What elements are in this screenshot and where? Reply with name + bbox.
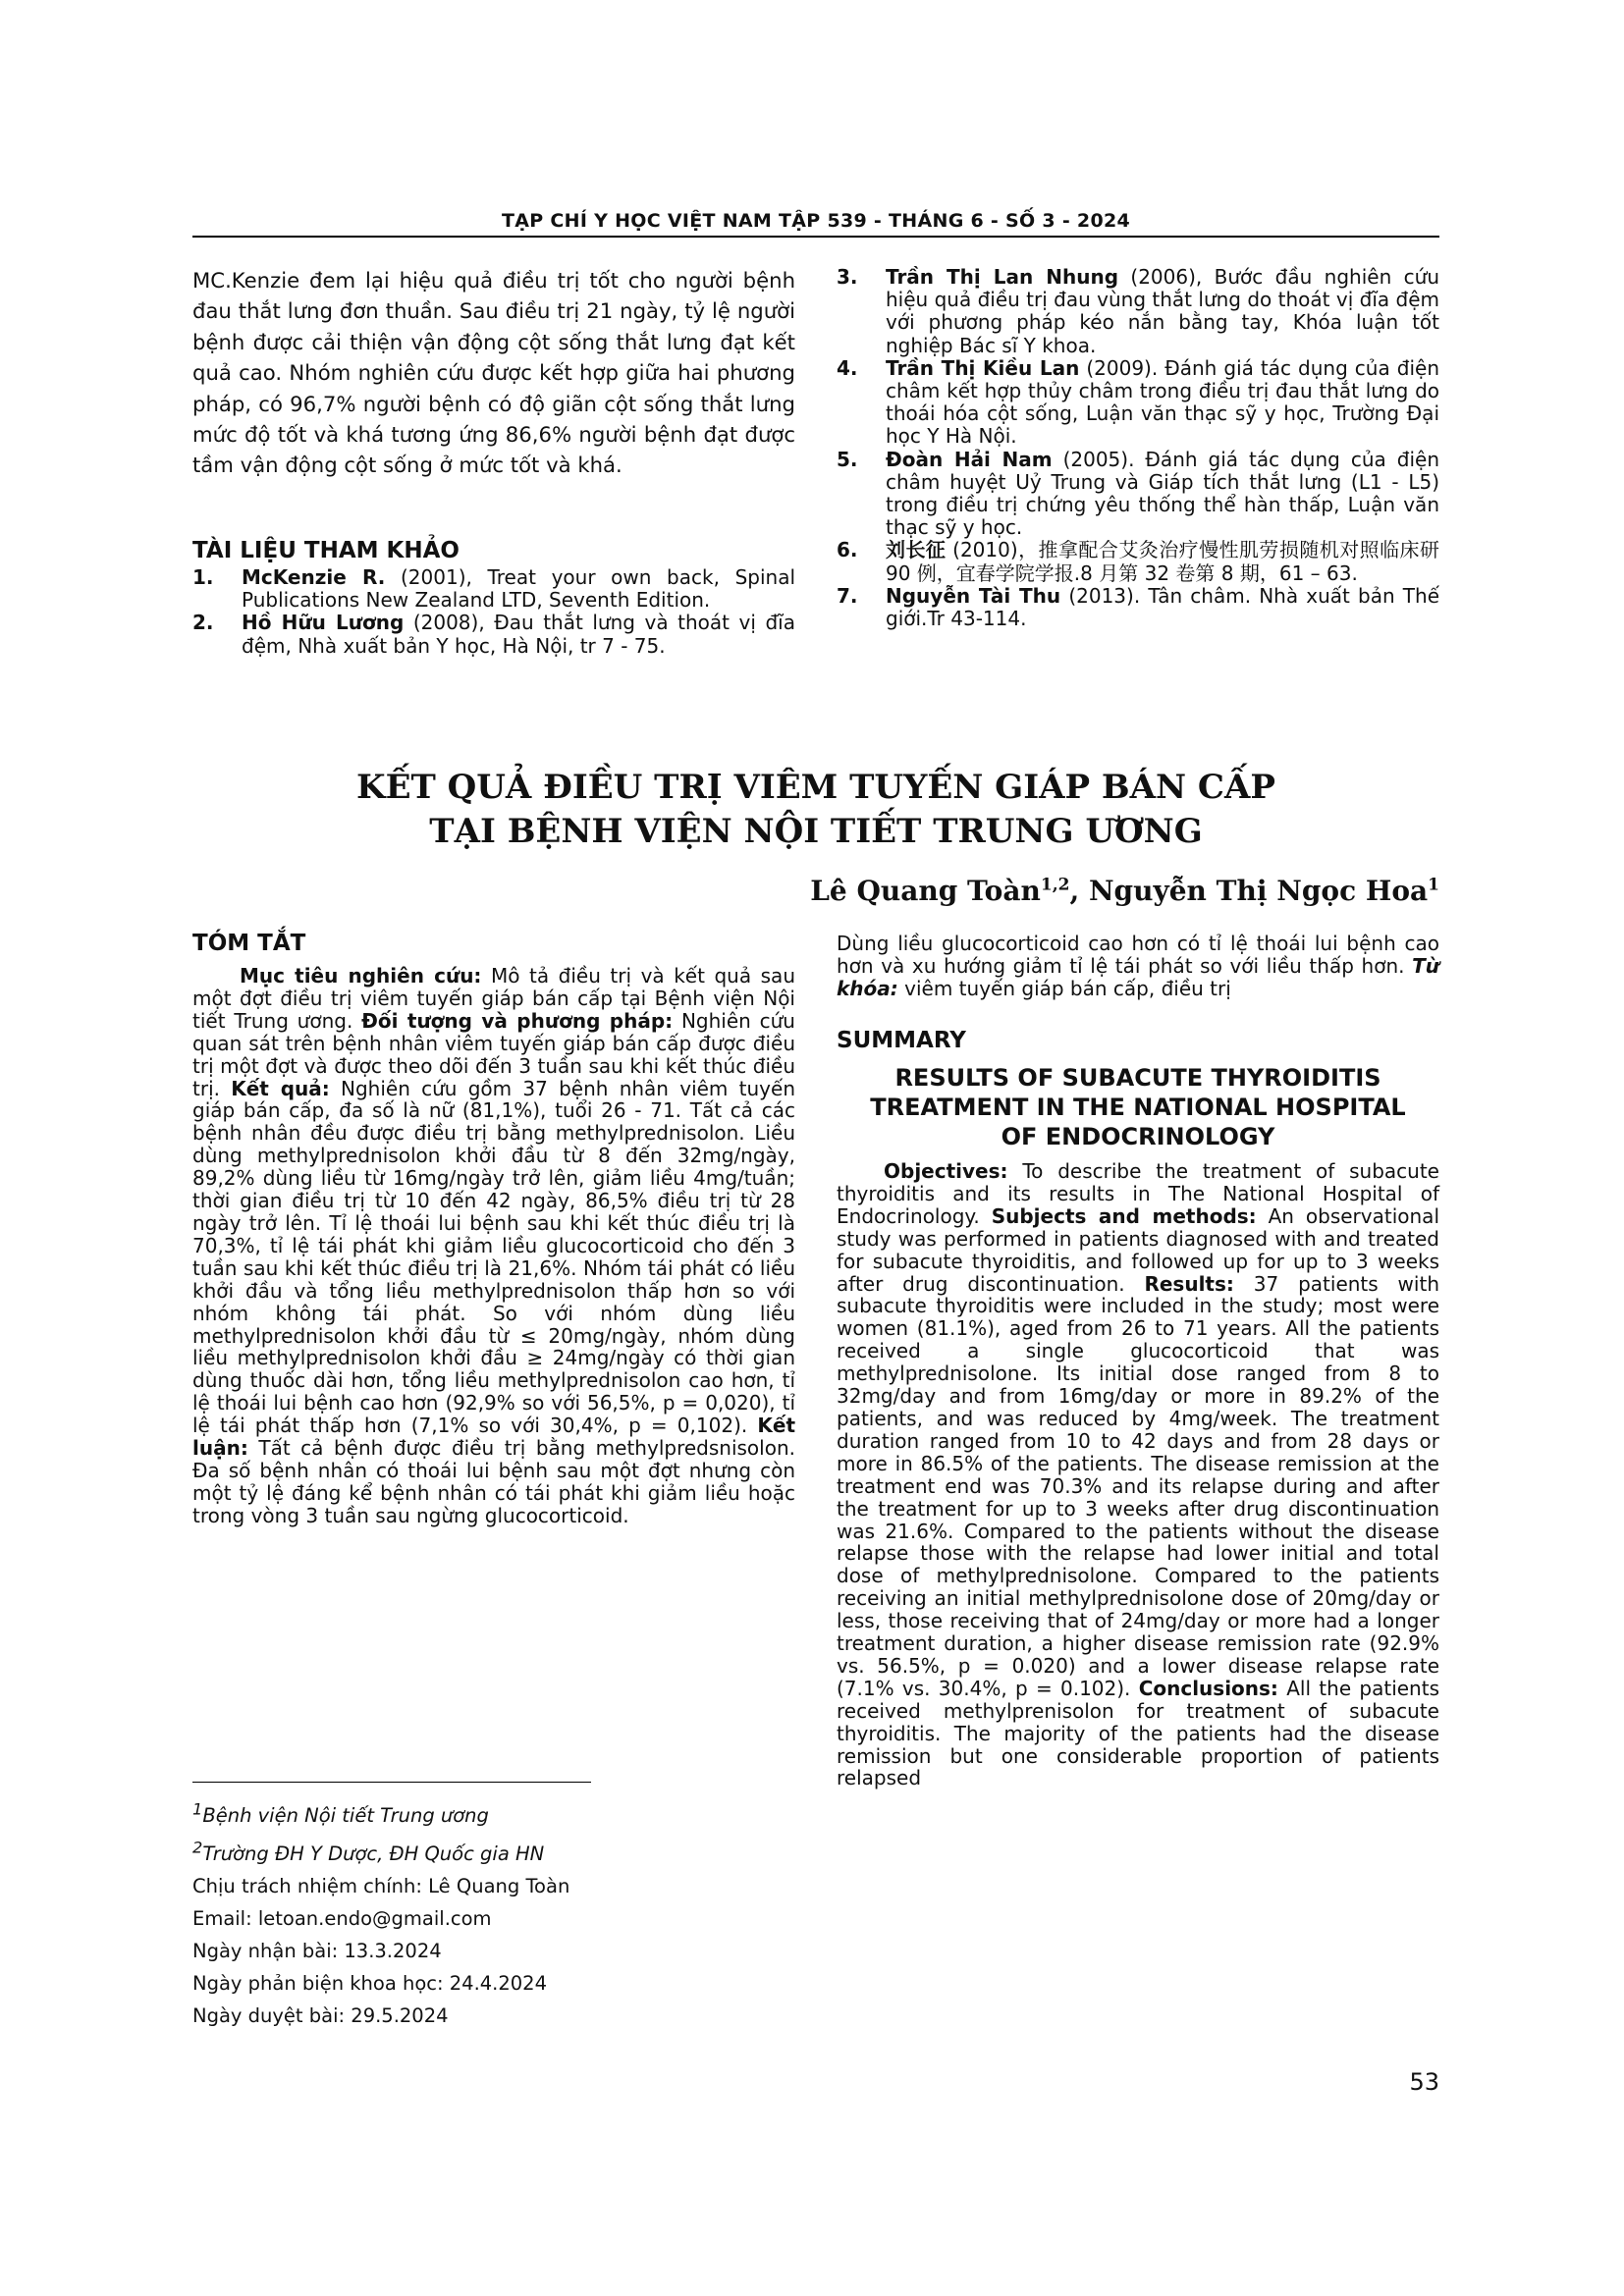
vn-abstract-body [192,965,795,1527]
header-rule [192,236,1439,238]
reference-number: 6. [837,538,858,562]
article-title-line: KẾT QUẢ ĐIỀU TRỊ VIÊM TUYẾN GIÁP BÁN CẤP [356,768,1275,807]
abstract-text: Nghiên cứu quan sát trên bệnh nhân viêm tuyến giáp bán cấp được điều trị một đợt và được theo dõi đến 3 tuần sau khi kết thúc điều trị. [192,1008,795,1100]
author-name: Nguyễn Thị Ngọc Hoa [1088,875,1429,907]
abstract-text: Nghiên cứu gồm 37 bệnh nhân viêm tuyến giáp bán cấp, đa số là nữ (81,1%), tuổi 26 - 71. Tất cả các bệnh nhân đều được điều trị bằng methylprednisolon. Liều dùng methylprednisolon khởi đầu từ 8 đến 32mg/ngày, 89,2% dùng liều từ 16mg/ngày trở lên, giảm liều 4mg/tuần; thời gian điều trị từ 10 đến 42 ngày, 86,5% điều trị từ 28 ngày trở lên. Tỉ lệ thoái lui bệnh sau khi kết thúc điều trị là 70,3%, tỉ lệ tái phát khi giảm liều glucocorticoid cho đến 3 tuần sau khi kết thúc điều trị là 21,6%. Nhóm tái phát có liều khởi đầu và tổng liều methylprednisolon thấp hơn so với nhóm không tái phát. So với nhóm dùng liều methylprednisolon khởi đầu từ ≤ 20mg/ngày, nhóm dùng liều methylprednisolon khởi đầu ≥ 24mg/ngày có thời gian dùng thuốc dài hơn, tổng liều methylprednisolon cao hơn, tỉ lệ thoái lui bệnh cao hơn (92,9% so với 56,5%, p = 0,020), tỉ lệ tái phát thấp hơn (7,1% so với 30,4%, p = 0,102). [192,1076,795,1438]
keywords-label: Từ khóa: [837,953,1439,1000]
en-title [837,1063,1439,1151]
author-affiliation-mark: 1,2 [1040,875,1070,895]
article-title-line: TẠI BỆNH VIỆN NỘI TIẾT TRUNG ƯƠNG [429,812,1203,851]
vn-abstract-heading: TÓM TẮT [192,931,306,956]
affiliation-1 [192,1792,569,1832]
accepted-date: Ngày duyệt bài: 29.5.2024 [192,2004,449,2027]
affiliation-text: Bệnh viện Nội tiết Trung ương [202,1803,489,1827]
references-heading: TÀI LIỆU THAM KHẢO [192,538,460,563]
references-list-left [192,566,795,658]
reference-item [837,449,1439,540]
footnotes [192,1792,569,2032]
reference-number: 4. [837,355,858,380]
received-date: Ngày nhận bài: 13.3.2024 [192,1940,442,1962]
reference-author: Hồ Hữu Lương [242,611,405,635]
abstract-text: Tất cả bệnh được điều trị bằng methylpredsnisolon. Đa số bệnh nhân có thoái lui bệnh sau một đợt nhưng còn một tỷ lệ đáng kể bệnh nhân có tái phát khi giảm liều hoặc trong vòng 3 tuần sau ngừng glucocorticoid. [192,1436,795,1527]
reference-number: 5. [837,447,858,471]
reference-text: (2005). Đánh giá tác dụng của điện châm huyệt Uỷ Trung và Giáp tích thắt lưng (L1 - L5) trong điều trị chứng yêu thống thể hàn thấp, Luận văn thạc sỹ y học. [886,447,1439,540]
corresponding-author: Chịu trách nhiệm chính: Lê Quang Toàn [192,1875,570,1897]
reference-number: 7. [837,583,858,608]
en-title-line: OF ENDOCRINOLOGY [1001,1123,1275,1150]
abstract-text: 37 patients with subacute thyroiditis were included in the study; most were women (81.1%), aged from 26 to 71 years. All the patients received a single glucocorticoid that was methylprednisolone. Its initial dose ranged from 8 to 32mg/day and from 16mg/day or more in 89.2% of the patients, and was reduced by 4mg/week. The treatment duration ranged from 10 to 42 days and from 28 days or more in 86.5% of the patients. The disease remission at the treatment end was 70.3% and its relapse during and after the treatment for up to 3 weeks after drug discontinuation was 21.6%. Compared to the patients without the disease relapse those with the relapse had lower initial and total dose of methylprednisolone. Compared to the patients receiving an initial methylprednisolone dose of 20mg/day or less, those receiving that of 24mg/day or more had a longer treatment duration, a higher disease remission rate (92.9% vs. 56.5%, p = 0.020) and a lower disease relapse rate (7.1% vs. 30.4%, p = 0.102). [837,1271,1439,1700]
reference-number: 1. [192,565,214,589]
author-affiliation-mark: 1 [1428,875,1439,895]
affiliation-text: Trường ĐH Y Dược, ĐH Quốc gia HN [202,1842,545,1865]
abstract-label: Kết luận: [192,1414,795,1461]
reference-author: McKenzie R. [242,565,386,589]
journal-header: TẠP CHÍ Y HỌC VIỆT NAM TẬP 539 - THÁNG 6 - SỐ 3 - 2024 [501,210,1131,232]
reference-text: (2013). Tân châm. Nhà xuất bản Thế giới.Tr 43-114. [886,583,1439,631]
page-number: 53 [1409,2068,1439,2096]
en-title-line: RESULTS OF SUBACUTE THYROIDITIS [894,1064,1381,1092]
reference-author: Trần Thị Kiều Lan [886,355,1080,380]
abstract-text: All the patients received methylprenisolon for treatment of subacute thyroiditis. The majority of the patients had the disease remission but one considerable proportion of patients relapsed [837,1676,1439,1790]
abstract-label: Objectives: [884,1159,1008,1183]
reference-item [192,612,795,657]
en-title-line: TREATMENT IN THE NATIONAL HOSPITAL [870,1094,1406,1121]
abstract-label: Results: [1144,1271,1234,1296]
reference-number: 2. [192,611,214,635]
reference-text: (2009). Đánh giá tác dụng của điện châm kết hợp thủy châm trong điều trị đau thắt lưng do thoái hóa cột sống, Luận văn thạc sỹ y học, Trường Đại học Y Hà Nội. [886,355,1439,449]
en-summary-heading: SUMMARY [837,1028,966,1053]
affiliation-mark: 2 [192,1838,203,1857]
abstract-label: Đối tượng và phương pháp: [361,1008,674,1033]
author-separator: , [1069,875,1089,907]
reviewed-date: Ngày phản biện khoa học: 24.4.2024 [192,1972,547,1995]
vn-abstract-continued [837,933,1439,1000]
affiliation-mark: 1 [192,1799,203,1818]
abstract-text: To describe the treatment of subacute thyroiditis and its results in The National Hospital of Endocrinology. [837,1159,1439,1228]
reference-text: (2006), Bước đầu nghiên cứu hiệu quả điều trị đau vùng thắt lưng do thoát vị đĩa đệm với phương pháp kéo nắn bằng tay, Khóa luận tốt nghiệp Bác sĩ Y khoa. [886,265,1439,357]
author-name: Lê Quang Toàn [810,875,1041,907]
reference-author: Nguyễn Tài Thu [886,583,1061,608]
keywords-text: viêm tuyến giáp bán cấp, điều trị [897,976,1231,1000]
reference-text: (2001), Treat your own back, Spinal Publications New Zealand LTD, Seventh Edition. [242,565,795,613]
abstract-label: Kết quả: [231,1076,330,1100]
reference-author: Đoàn Hải Nam [886,447,1053,471]
reference-text: (2008), Đau thắt lưng và thoát vị đĩa đệm, Nhà xuất bản Y học, Hà Nội, tr 7 - 75. [242,611,795,658]
reference-item [837,585,1439,630]
author-line [785,875,1439,907]
abstract-label: Conclusions: [1138,1676,1278,1700]
footnote-rule [192,1782,591,1783]
prev-article-conclusion: MC.Kenzie đem lại hiệu quả điều trị tốt cho người bệnh đau thắt lưng đơn thuần. Sau điều trị 21 ngày, tỷ lệ người bệnh được cải thiện vận động cột sống thắt lưng đạt kết quả cao. Nhóm nghiên cứu được kết hợp giữa hai phương pháp, có 96,7% người bệnh có độ giãn cột sống thắt lưng mức độ tốt và khá tương ứng 86,6% người bệnh đạt được tầm vận động cột sống ở mức tốt và khá. [192,268,795,478]
reference-author: 刘长征 [886,538,947,562]
reference-item [192,566,795,612]
abstract-label: Subjects and methods: [991,1203,1257,1228]
reference-item [837,266,1439,357]
article-title [192,766,1439,854]
reference-number: 3. [837,265,858,289]
affiliation-2 [192,1832,569,1871]
reference-item [837,539,1439,584]
reference-text: (2010)，推拿配合艾灸治疗慢性肌劳损随机对照临床研 90 例，宜春学院学报.8 月第 32 卷第 8 期，61 – 63. [886,538,1439,585]
reference-author: Trần Thị Lan Nhung [886,265,1119,289]
abstract-text: Dùng liều glucocorticoid cao hơn có tỉ lệ thoái lui bệnh cao hơn và xu hướng giảm tỉ lệ tái phát so với liều thấp hơn. [837,932,1439,978]
abstract-label: Mục tiêu nghiên cứu: [240,964,482,988]
references-list-right [837,266,1439,630]
abstract-text: Mô tả điều trị và kết quả sau một đợt điều trị viêm tuyến giáp bán cấp tại Bệnh viện Nội tiết Trung ương. [192,964,795,1033]
reference-item [837,357,1439,449]
en-summary-body [837,1160,1439,1789]
email: Email: letoan.endo@gmail.com [192,1907,492,1930]
abstract-text: An observational study was performed in patients diagnosed with and treated for subacute thyroiditis, and followed up for up to 3 weeks after drug discontinuation. [837,1203,1439,1296]
